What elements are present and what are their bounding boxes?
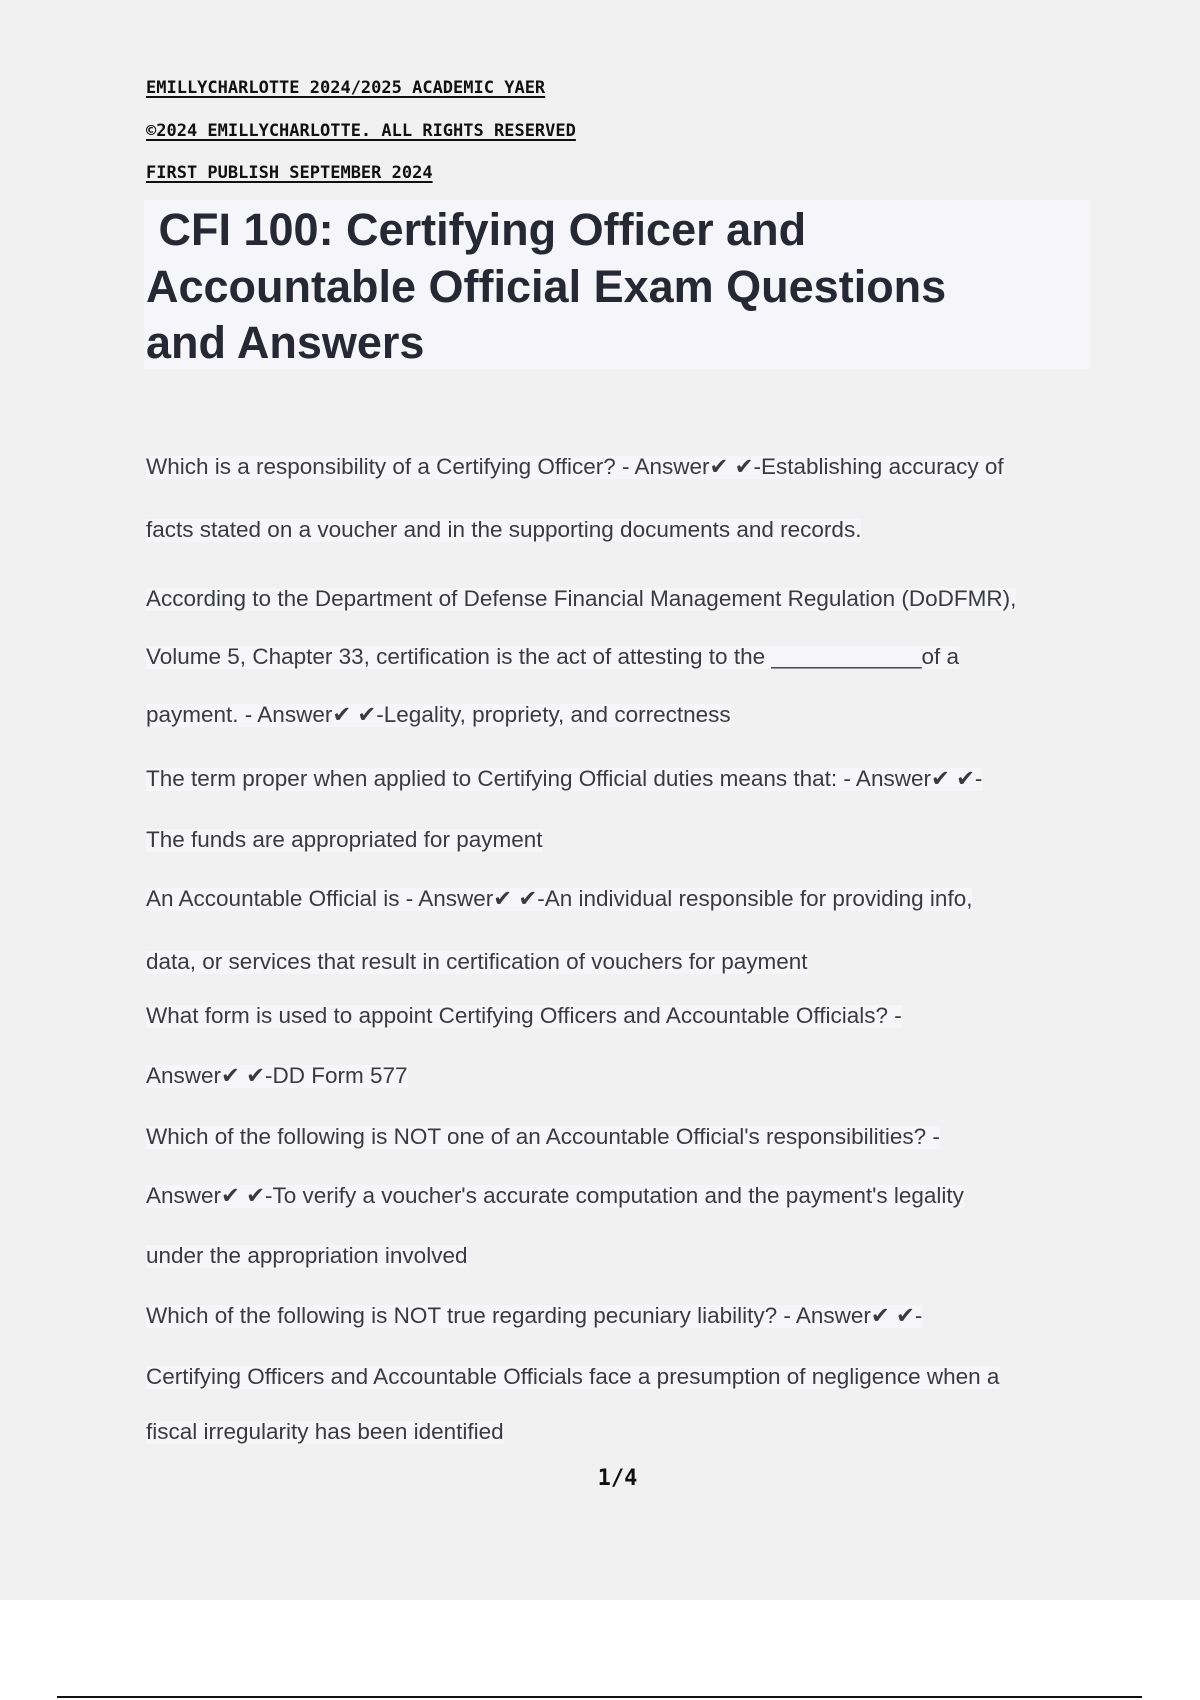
header-copyright: ©2024 EMILLYCHARLOTTE. ALL RIGHTS RESERVED [146,121,576,141]
qa-line: Which of the following is NOT one of an Accountable Official's responsibilities? - [146,1124,940,1149]
qa-line: under the appropriation involved [146,1243,468,1268]
qa-line: Volume 5, Chapter 33, certification is the act of attesting to the ____________of a [146,644,960,669]
header-publish-date: FIRST PUBLISH SEPTEMBER 2024 [146,163,433,183]
qa-line: Answer✔ ✔-To verify a voucher's accurate computation and the payment's legality [146,1183,964,1208]
page-title-line: Accountable Official Exam Questions [146,261,947,312]
page-number: 1/4 [597,1466,638,1491]
qa-line: According to the Department of Defense Financial Management Regulation (DoDFMR), [146,586,1017,611]
qa-line: The term proper when applied to Certifying Official duties means that: - Answer✔ ✔- [146,766,983,791]
page-title-line: and Answers [146,317,425,368]
qa-line: The funds are appropriated for payment [146,827,543,852]
qa-line: An Accountable Official is - Answer✔ ✔-An individual responsible for providing info, [146,886,973,911]
page-title-line: CFI 100: Certifying Officer and [146,204,807,255]
qa-line: fiscal irregularity has been identified [146,1419,504,1444]
header-academic-year: EMILLYCHARLOTTE 2024/2025 ACADEMIC YAER [146,78,546,98]
qa-line: Answer✔ ✔-DD Form 577 [146,1063,408,1088]
qa-line: Which of the following is NOT true regarding pecuniary liability? - Answer✔ ✔- [146,1303,923,1328]
qa-line: payment. - Answer✔ ✔-Legality, propriety, and correctness [146,702,731,727]
qa-line: data, or services that result in certification of vouchers for payment [146,949,808,974]
qa-line: Which is a responsibility of a Certifying Officer? - Answer✔ ✔-Establishing accuracy of [146,454,1004,479]
qa-line: facts stated on a voucher and in the supporting documents and records. [146,517,862,542]
page-divider [57,1696,1142,1698]
qa-line: Certifying Officers and Accountable Officials face a presumption of negligence when a [146,1364,1000,1389]
qa-line: What form is used to appoint Certifying Officers and Accountable Officials? - [146,1003,902,1028]
